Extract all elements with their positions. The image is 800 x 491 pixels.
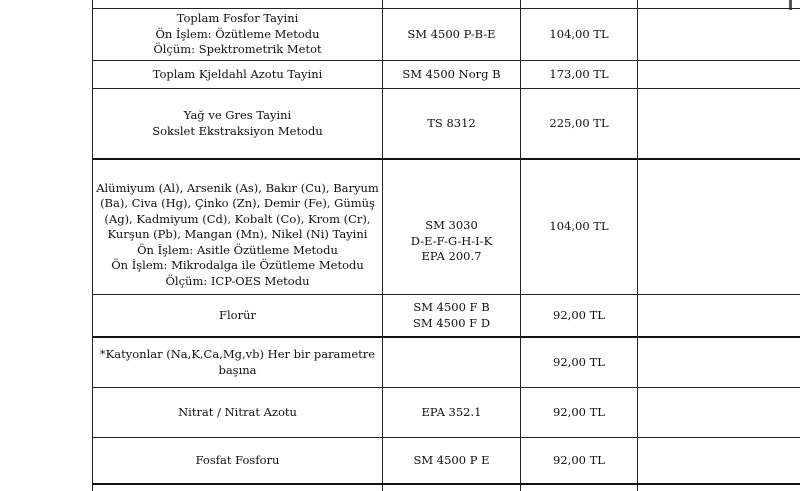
method-line: EPA 352.1 [421, 404, 482, 419]
price-value: 225,00 TL [549, 115, 609, 130]
parameter-cell [93, 61, 382, 88]
parameter-line: Ölçüm: Spektrometrik Metot [153, 42, 322, 57]
parameter-line: Toplam Kjeldahl Azotu Tayini [152, 66, 323, 81]
price-cell [521, 89, 637, 158]
price-value: 92,00 TL [553, 404, 605, 419]
method-cell [383, 295, 520, 336]
method-line: SM 3030 [425, 218, 478, 232]
parameter-cell [93, 176, 382, 294]
method-line: TS 8312 [427, 115, 476, 130]
method-cell [383, 338, 520, 387]
parameter-line: Nitrat / Nitrat Azotu [178, 404, 297, 419]
parameter-cell [93, 338, 382, 387]
parameter-line: Florür [219, 307, 256, 322]
row-divider [92, 483, 800, 485]
parameter-line: Ön İşlem: Mikrodalga ile Özütleme Metodu [111, 258, 364, 273]
price-cell [521, 388, 637, 437]
method-line: SM 4500 P E [413, 452, 490, 467]
parameter-line: Fosfat Fosforu [195, 452, 280, 467]
method-cell [383, 61, 520, 88]
method-cell [383, 218, 520, 278]
parameter-line: (Ba), Civa (Hg), Çinko (Zn), Demir (Fe), Gümüş [100, 196, 375, 211]
method-cell [383, 9, 520, 60]
price-cell [521, 9, 637, 60]
method-cell [383, 388, 520, 437]
parameter-line: Toplam Fosfor Tayini [176, 11, 299, 26]
parameter-line: başına [218, 362, 257, 377]
price-value: 104,00 TL [549, 219, 609, 234]
parameter-line: (Ag), Kadmiyum (Cd), Kobalt (Co), Krom (Cr), [104, 211, 371, 226]
method-line: EPA 200.7 [421, 249, 482, 263]
price-cell [521, 438, 637, 483]
parameter-line: Alümiyum (Al), Arsenik (As), Bakır (Cu), Baryum [96, 180, 379, 195]
parameter-line: *Katyonlar (Na,K,Ca,Mg,vb) Her bir parametre [99, 347, 376, 361]
price-cell [521, 215, 637, 239]
parameter-cell [93, 388, 382, 437]
price-value: 92,00 TL [553, 452, 605, 467]
parameter-line: Sokslet Ekstraksiyon Metodu [152, 123, 323, 138]
price-cell [521, 61, 637, 88]
method-line: SM 4500 P-B-E [407, 26, 496, 41]
method-cell [383, 438, 520, 483]
method-line: SM 4500 Norg B [402, 66, 501, 81]
method-line: SM 4500 F B [413, 300, 490, 314]
method-line: D-E-F-G-H-I-K [410, 233, 493, 248]
parameter-cell [93, 295, 382, 336]
price-value: 92,00 TL [553, 307, 605, 322]
price-value: 92,00 TL [553, 354, 605, 369]
parameter-line: Ön İşlem: Asitle Özütleme Metodu [137, 242, 338, 257]
column-divider [637, 0, 638, 491]
parameter-line: Kurşun (Pb), Mangan (Mn), Nikel (Ni) Tayini [107, 227, 368, 242]
price-value: 173,00 TL [549, 66, 609, 81]
method-cell [383, 89, 520, 158]
price-cell [521, 295, 637, 336]
parameter-cell [93, 438, 382, 483]
row-divider [92, 158, 800, 160]
price-value: 104,00 TL [549, 26, 609, 41]
price-cell [521, 338, 637, 387]
method-line: SM 4500 F D [412, 315, 491, 330]
parameter-line: Ölçüm: ICP-OES Metodu [165, 273, 310, 288]
parameter-cell [93, 89, 382, 158]
parameter-line: Yağ ve Gres Tayini [183, 108, 292, 122]
parameter-cell [93, 9, 382, 60]
parameter-line: Ön İşlem: Özütleme Metodu [155, 26, 320, 41]
